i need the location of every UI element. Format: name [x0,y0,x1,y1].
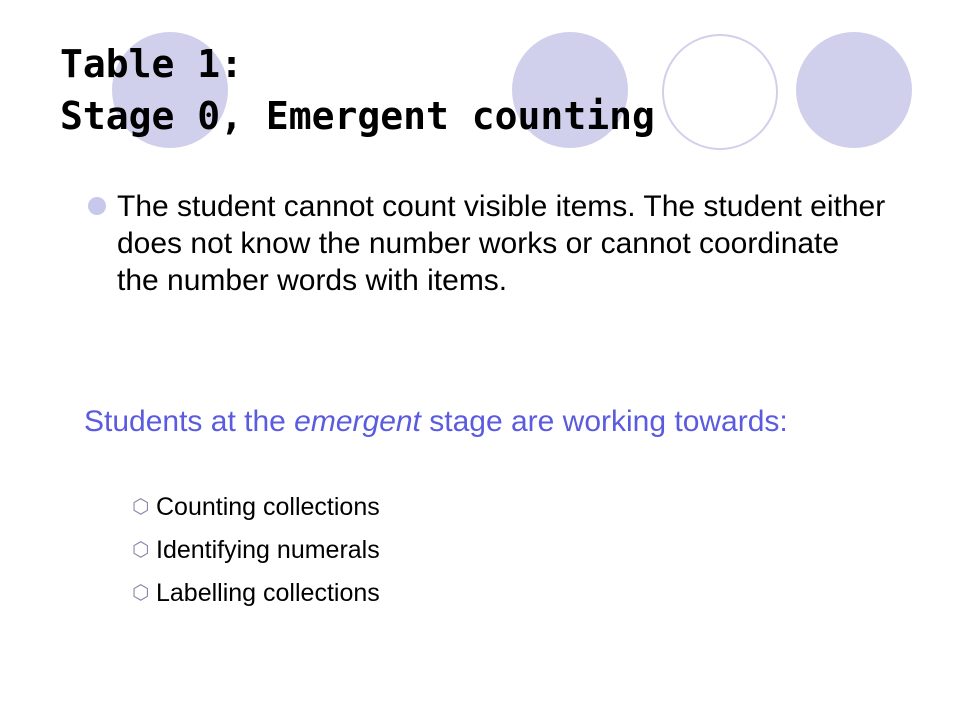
decor-circle-filled [796,32,912,148]
title-line-1: Table 1: [60,42,244,86]
list-item [132,533,380,576]
hexagon-outline-icon: ⬡ [132,539,150,561]
hexagon-outline-icon: ⬡ [132,496,150,518]
list-item-label: Labelling collections [156,579,380,607]
list-item-label: Identifying numerals [156,536,380,564]
decor-circle-outline [662,34,778,150]
sub-list [132,490,380,619]
title-line-2: Stage 0, Emergent counting [60,94,655,138]
list-item-label: Counting collections [156,493,380,521]
lead-before: Students at the [84,405,295,438]
hexagon-outline-icon: ⬡ [132,582,150,604]
lead-emphasis: emergent [294,405,421,438]
slide-title [60,38,655,142]
main-bullet [88,188,888,299]
lead-after: stage are working towards: [420,405,788,438]
lead-paragraph [84,404,877,440]
bullet-text: The student cannot count visible items. The student either does not know the number works or cannot coordinate the number words with items. [117,190,886,297]
list-item [132,576,380,619]
list-item [132,490,380,533]
bullet-dot-icon [88,197,106,215]
